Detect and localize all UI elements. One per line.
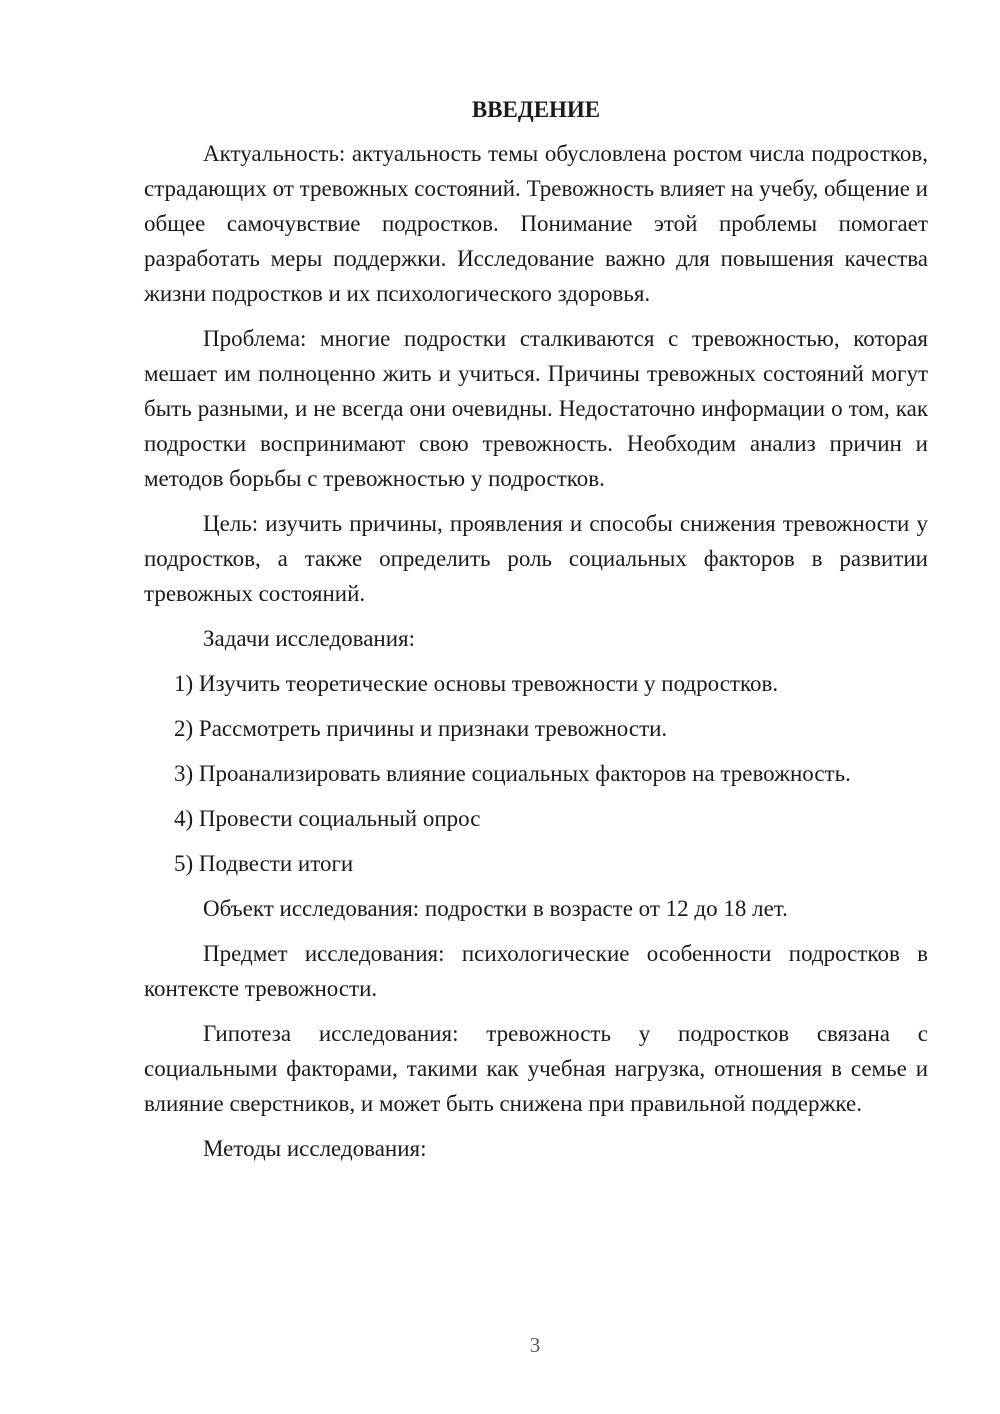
relevance-paragraph: Актуальность: актуальность темы обусловлена ростом числа подростков, страдающих от тревожных состояний. Тревожность влияет на учебу, общение и общее самочувствие подростков. Понимание этой проблемы помогает разработать меры поддержки. Исследование важно для повышения качества жизни подростков и их психологического здоровья.: [144, 141, 928, 306]
problem-paragraph: Проблема: многие подростки сталкиваются с тревожностью, которая мешает им полноценно жить и учиться. Причины тревожных состояний могут быть разными, и не всегда они очевидны. Недостаточно информации о том, как подростки воспринимают свою тревожность. Необходим анализ причин и методов борьбы с тревожностью у подростков.: [144, 326, 928, 491]
list-item: 5) Подвести итоги: [174, 851, 354, 876]
hypothesis-paragraph: Гипотеза исследования: тревожность у подростков связана с социальными факторами, такими как учебная нагрузка, отношения в семье и влияние сверстников, и может быть снижена при правильной поддержке.: [144, 1021, 928, 1116]
list-item: 1) Изучить теоретические основы тревожности у подростков.: [174, 671, 779, 696]
methods-heading: Методы исследования:: [203, 1136, 427, 1161]
list-item: 4) Провести социальный опрос: [174, 806, 481, 831]
tasks-list: [144, 666, 928, 881]
document-body: [144, 94, 928, 1176]
tasks-heading: Задачи исследования:: [203, 626, 416, 651]
goal-paragraph: Цель: изучить причины, проявления и способы снижения тревожности у подростков, а также определить роль социальных факторов в развитии тревожных состояний.: [144, 511, 928, 606]
subject-paragraph: Предмет исследования: психологические особенности подростков в контексте тревожности.: [144, 941, 928, 1001]
object-paragraph: Объект исследования: подростки в возрасте от 12 до 18 лет.: [203, 896, 788, 921]
page-number: 3: [529, 1333, 541, 1357]
list-item: 3) Проанализировать влияние социальных факторов на тревожность.: [174, 761, 851, 786]
list-item: 2) Рассмотреть причины и признаки тревожности.: [174, 716, 668, 741]
section-title: ВВЕДЕНИЕ: [471, 97, 601, 122]
